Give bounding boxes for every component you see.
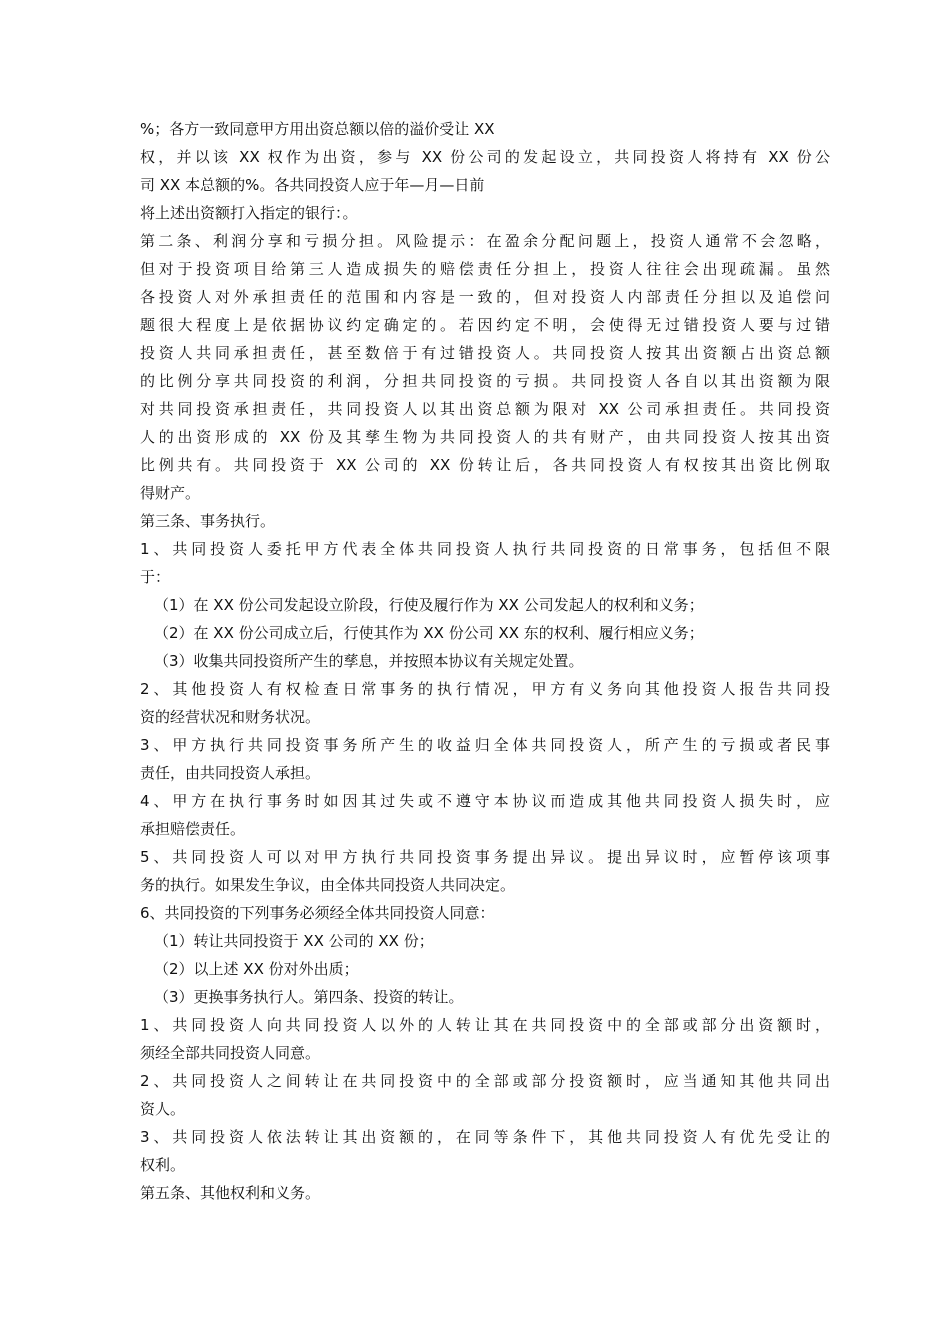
- text-line: 题很大程度上是依据协议约定确定的。若因约定不明，会使得无过错投资人要与过错: [140, 316, 830, 334]
- text-line: 1、共同投资人向共同投资人以外的人转让其在共同投资中的全部或部分出资额时，: [140, 1016, 830, 1034]
- text-line: 6、共同投资的下列事务必须经全体共同投资人同意：: [140, 904, 495, 922]
- text-line: 第二条、利润分享和亏损分担。风险提示：在盈余分配问题上，投资人通常不会忽略，: [140, 232, 830, 250]
- list-item: （1）在 XX 份公司发起设立阶段，行使及履行作为 XX 公司发起人的权利和义务；: [154, 596, 704, 614]
- list-item: （3）更换事务执行人。第四条、投资的转让。: [154, 988, 464, 1006]
- text-line: 投资人共同承担责任，甚至数倍于有过错投资人。共同投资人按其出资额占出资总额: [140, 344, 830, 362]
- text-line: 的比例分享共同投资的利润，分担共同投资的亏损。共同投资人各自以其出资额为限: [140, 372, 830, 390]
- text-line: 务的执行。如果发生争议，由全体共同投资人共同决定。: [140, 876, 516, 894]
- text-line: 比例共有。共同投资于 XX 公司的 XX 份转让后，各共同投资人有权按其出资比例取: [140, 456, 830, 474]
- text-line: 1、共同投资人委托甲方代表全体共同投资人执行共同投资的日常事务，包括但不限: [140, 540, 830, 558]
- text-line: 资的经营状况和财务状况。: [140, 708, 321, 726]
- text-line: 5、共同投资人可以对甲方执行共同投资事务提出异议。提出异议时，应暂停该项事: [140, 848, 830, 866]
- list-item: （1）转让共同投资于 XX 公司的 XX 份；: [154, 932, 434, 950]
- text-line: 3、甲方执行共同投资事务所产生的收益归全体共同投资人，所产生的亏损或者民事: [140, 736, 830, 754]
- text-line: 将上述出资额打入指定的银行：。: [140, 204, 358, 222]
- list-item: （2）以上述 XX 份对外出质；: [154, 960, 359, 978]
- text-line: 2、共同投资人之间转让在共同投资中的全部或部分投资额时，应当通知其他共同出: [140, 1072, 830, 1090]
- text-line: 人的出资形成的 XX 份及其孳生物为共同投资人的共有财产，由共同投资人按其出资: [140, 428, 830, 446]
- text-line: 但对于投资项目给第三人造成损失的赔偿责任分担上，投资人往往会出现疏漏。虽然: [140, 260, 830, 278]
- text-line: 须经全部共同投资人同意。: [140, 1044, 321, 1062]
- text-line: 对共同投资承担责任，共同投资人以其出资总额为限对 XX 公司承担责任。共同投资: [140, 400, 830, 418]
- text-line: 责任，由共同投资人承担。: [140, 764, 321, 782]
- text-line: 资人。: [140, 1100, 186, 1118]
- text-line: 各投资人对外承担责任的范围和内容是一致的，但对投资人内部责任分担以及追偿问: [140, 288, 830, 306]
- list-item: （2）在 XX 份公司成立后，行使其作为 XX 份公司 XX 东的权利、履行相应义务；: [154, 624, 704, 642]
- document-body: [140, 115, 830, 1207]
- text-line: %；各方一致同意甲方用出资总额以倍的溢价受让 XX: [140, 120, 495, 138]
- text-line: 于：: [140, 568, 171, 586]
- text-line: 3、共同投资人依法转让其出资额的，在同等条件下，其他共同投资人有优先受让的: [140, 1128, 830, 1146]
- text-line: 司 XX 本总额的%。各共同投资人应于年—月—日前: [140, 176, 485, 194]
- text-line: 权利。: [140, 1156, 186, 1174]
- text-line: 权，并以该 XX 权作为出资，参与 XX 份公司的发起设立，共同投资人将持有 XX 份公: [140, 148, 830, 166]
- text-line: 得财产。: [140, 484, 201, 502]
- section-heading: 第三条、事务执行。: [140, 512, 276, 530]
- list-item: （3）收集共同投资所产生的孳息，并按照本协议有关规定处置。: [154, 652, 584, 670]
- text-line: 4、甲方在执行事务时如因其过失或不遵守本协议而造成其他共同投资人损失时，应: [140, 792, 830, 810]
- section-heading: 第五条、其他权利和义务。: [140, 1184, 321, 1202]
- text-line: 承担赔偿责任。: [140, 820, 246, 838]
- text-line: 2、其他投资人有权检查日常事务的执行情况，甲方有义务向其他投资人报告共同投: [140, 680, 830, 698]
